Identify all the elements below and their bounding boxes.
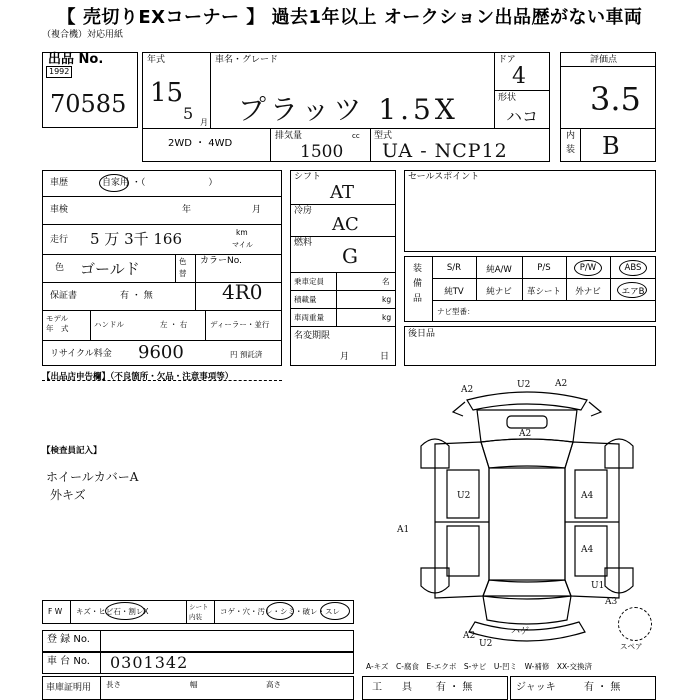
displacement-label: 排気量 bbox=[275, 131, 303, 141]
year-label: 年式 bbox=[147, 55, 166, 65]
fw-circle bbox=[105, 602, 145, 620]
annot-a2-front-right: A2 bbox=[555, 379, 568, 389]
equip-abs: ABS bbox=[624, 263, 642, 273]
equip-alloy-wheel: 純A/W bbox=[486, 265, 512, 275]
color-change-1: 色 bbox=[179, 257, 187, 266]
shape-value: ハコ bbox=[506, 107, 539, 126]
fuel-value: G bbox=[342, 244, 358, 268]
model-label: 型式 bbox=[374, 131, 393, 141]
annot-a2-rear: A2 bbox=[463, 631, 476, 641]
seat-circle-1 bbox=[266, 602, 294, 620]
shift-value: AT bbox=[330, 182, 355, 203]
header-title: 【 売切りEXコーナー 】 過去1年以上 オークション出品歴がない車両 bbox=[57, 7, 643, 28]
chassis-value: 0301342 bbox=[110, 653, 189, 672]
equip-sunroof: S/R bbox=[446, 263, 462, 273]
equip-label-2: 備 bbox=[413, 279, 423, 289]
equip-ext-navi: 外ナビ bbox=[575, 287, 601, 297]
load-unit: kg bbox=[382, 295, 392, 304]
annot-a4-right-rear: A4 bbox=[581, 545, 594, 555]
year-value: 15 bbox=[150, 78, 184, 108]
regchange-day: 日 bbox=[380, 352, 390, 362]
regchange-label: 名変期限 bbox=[294, 331, 331, 341]
annot-hage: ハゲ bbox=[511, 627, 530, 637]
weight-unit: kg bbox=[382, 313, 392, 322]
warranty-label: 保証書 bbox=[50, 291, 78, 301]
equip-tv: 純TV bbox=[444, 287, 464, 297]
sales-point-label: セールスポイント bbox=[408, 172, 480, 182]
door-value: 4 bbox=[512, 64, 526, 89]
model-year-label-1: モデル bbox=[46, 314, 69, 323]
inspection-month: 月 bbox=[252, 205, 262, 215]
month-value: 5 bbox=[183, 104, 194, 123]
fw-label: F W bbox=[48, 607, 63, 616]
history-options: 自家用 ・（ ） bbox=[102, 178, 218, 188]
fuel-label: 燃料 bbox=[294, 238, 313, 248]
color-change-2: 替 bbox=[179, 269, 187, 278]
spare-tire-icon bbox=[618, 607, 652, 641]
annot-a1-left: A1 bbox=[397, 525, 410, 535]
inspection-year: 年 bbox=[182, 205, 192, 215]
recycle-value: 9600 bbox=[138, 342, 184, 363]
color-no-value: 4R0 bbox=[222, 280, 263, 304]
car-name-label: 車名・グレード bbox=[215, 55, 279, 65]
paper-note: （複合機）対応用紙 bbox=[42, 30, 124, 40]
equip-airbag-circle bbox=[617, 282, 647, 298]
history-label: 車歴 bbox=[50, 178, 69, 188]
equip-label-3: 品 bbox=[413, 294, 423, 304]
annot-a2-front-left: A2 bbox=[461, 385, 474, 395]
cert-length: 長さ bbox=[106, 680, 121, 689]
annot-u2-rear: U2 bbox=[479, 639, 493, 649]
mileage-unit-km: km bbox=[236, 228, 248, 237]
fw-text: キズ・ヒビ石・割レX bbox=[76, 607, 149, 616]
header-banner bbox=[0, 0, 700, 30]
tools-options: 有 ・ 無 bbox=[436, 682, 473, 693]
after-items-label: 後日品 bbox=[408, 329, 436, 339]
after-items-box bbox=[404, 326, 656, 366]
equip-airbag: エアB bbox=[621, 287, 645, 297]
annot-u2-left-door: U2 bbox=[457, 491, 471, 501]
drive-options: 2WD ・ 4WD bbox=[168, 138, 233, 149]
shape-label: 形状 bbox=[498, 93, 517, 103]
color-label: 色 bbox=[55, 263, 65, 273]
model-value: UA - NCP12 bbox=[382, 140, 508, 162]
annot-u2-front: U2 bbox=[517, 380, 531, 390]
model-year-label-2: 年 式 bbox=[46, 324, 69, 333]
certificate-label: 車庫証明用 bbox=[46, 683, 92, 693]
aircon-value: AC bbox=[332, 214, 359, 235]
equip-label-1: 装 bbox=[413, 264, 423, 274]
door-label: ドア bbox=[498, 55, 516, 65]
cert-height: 高さ bbox=[266, 680, 281, 689]
seat-circle-2 bbox=[320, 602, 350, 620]
history-circle bbox=[99, 174, 129, 192]
annot-a4-right-door: A4 bbox=[581, 491, 594, 501]
recycle-label: リサイクル料金 bbox=[50, 349, 112, 359]
car-name-value: プラッツ 1.5X bbox=[238, 93, 459, 126]
shift-label: シフト bbox=[294, 172, 322, 182]
interior-label-2: 装 bbox=[566, 145, 576, 155]
lot-label: 出品 No. bbox=[48, 52, 104, 67]
month-unit: 月 bbox=[200, 118, 208, 127]
score-label: 評価点 bbox=[590, 55, 618, 65]
inspector-note-1: ホイールカバーA bbox=[46, 470, 139, 484]
defect-divider bbox=[42, 380, 282, 381]
recycle-unit: 円 預託済 bbox=[230, 350, 263, 359]
equip-power-steering: P/S bbox=[537, 263, 551, 273]
equip-leather: 革シート bbox=[526, 287, 561, 297]
seat-label-2: 内装 bbox=[189, 613, 202, 621]
annot-a2-hood: A2 bbox=[519, 429, 532, 439]
history-table bbox=[42, 170, 282, 366]
annot-u1-rear-right: U1 bbox=[591, 581, 605, 591]
score-value: 3.5 bbox=[590, 80, 641, 118]
displacement-value: 1500 bbox=[300, 142, 344, 162]
jack-label: ジャッキ bbox=[516, 682, 556, 693]
spare-label: スペア bbox=[620, 642, 643, 651]
color-no-label: カラーNo. bbox=[200, 256, 242, 266]
load-label: 積載量 bbox=[294, 295, 317, 304]
damage-diagram bbox=[395, 372, 660, 650]
jack-options: 有 ・ 無 bbox=[584, 682, 621, 693]
seat-text: コゲ・穴・汚レ・シミ・破レ・スレ bbox=[220, 607, 340, 616]
warranty-options: 有 ・ 無 bbox=[120, 291, 153, 301]
handle-options: 左 ・ 右 bbox=[160, 320, 188, 329]
equip-navi: 純ナビ bbox=[486, 287, 512, 297]
defect-label: 【出品店申告欄】（不良箇所・欠品・注意事項等） bbox=[42, 372, 234, 382]
registration-label: 登 録 No. bbox=[47, 634, 90, 645]
capacity-label: 乗車定員 bbox=[294, 277, 324, 286]
lot-stamp: 1992 bbox=[46, 66, 72, 78]
annot-a3-rear-right: A3 bbox=[605, 597, 618, 607]
mileage-unit-mile: マイル bbox=[232, 241, 253, 249]
regchange-month: 月 bbox=[340, 352, 350, 362]
capacity-unit: 名 bbox=[382, 277, 390, 286]
handle-label: ハンドル bbox=[94, 320, 124, 329]
seat-label-1: シート bbox=[189, 603, 209, 611]
equip-power-window-circle bbox=[574, 260, 602, 276]
displacement-unit: cc bbox=[352, 132, 360, 140]
equip-abs-circle bbox=[619, 260, 647, 276]
cert-width: 幅 bbox=[190, 680, 198, 689]
inspector-label: 【検査員記入】 bbox=[42, 446, 102, 456]
interior-value: B bbox=[602, 132, 620, 160]
dealer-label: ディーラー・並行 bbox=[210, 320, 270, 329]
inspector-note-2: 外キズ bbox=[50, 488, 86, 502]
tools-label: 工 具 bbox=[372, 682, 412, 693]
aircon-label: 冷房 bbox=[294, 206, 313, 216]
weight-label: 車両重量 bbox=[294, 313, 324, 322]
lot-number: 70585 bbox=[50, 90, 127, 118]
sales-point-box bbox=[404, 170, 656, 252]
color-value: ゴールド bbox=[80, 260, 140, 278]
chassis-label: 車 台 No. bbox=[47, 656, 90, 667]
damage-legend: A-キズ C-腐食 E-エクボ S-サビ U-凹ミ W-補修 XX-交換済 bbox=[366, 662, 592, 671]
navi-model-label: ナビ型番： bbox=[437, 307, 475, 316]
mileage-label: 走行 bbox=[50, 235, 69, 245]
inspection-label: 車検 bbox=[50, 205, 69, 215]
mileage-value: 5 万 3千 166 bbox=[90, 230, 183, 248]
interior-label-1: 内 bbox=[566, 131, 576, 141]
equip-power-window: P/W bbox=[579, 263, 597, 273]
